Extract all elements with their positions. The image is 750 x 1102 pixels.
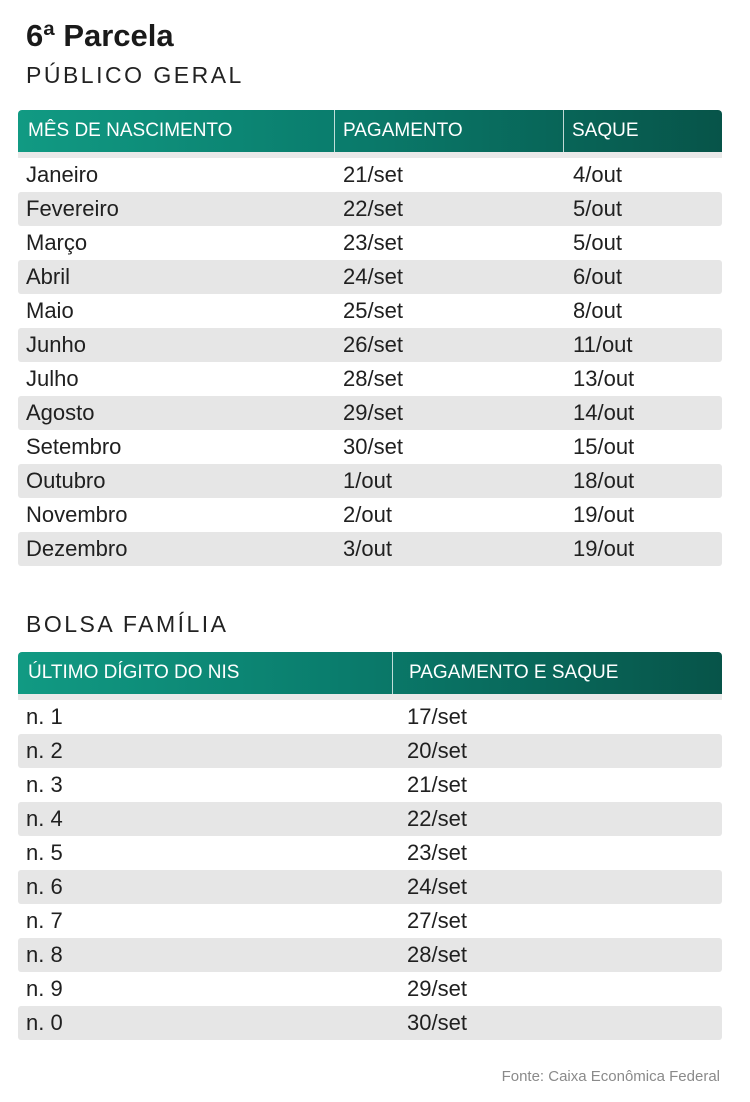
table-cell: Junho xyxy=(26,332,86,357)
table-cell: Março xyxy=(26,230,88,255)
table-cell: 29/set xyxy=(343,400,403,425)
table-cell: Janeiro xyxy=(26,162,99,187)
table-row xyxy=(18,734,722,768)
table-row xyxy=(18,430,722,464)
table-cell: Setembro xyxy=(26,434,122,459)
table-body xyxy=(18,700,722,1040)
table-row xyxy=(18,768,722,802)
table-cell: Maio xyxy=(26,298,74,323)
table-row xyxy=(18,158,722,192)
source-credit: Fonte: Caixa Econômica Federal xyxy=(501,1068,720,1085)
table-row xyxy=(18,870,722,904)
table-cell: 17/set xyxy=(407,704,467,729)
table-cell: n. 0 xyxy=(26,1010,63,1035)
bolsa-familia-table xyxy=(18,652,722,1040)
table-header xyxy=(18,652,722,694)
table-cell: 30/set xyxy=(407,1010,467,1035)
table-cell: 19/out xyxy=(573,536,635,561)
table-cell: 5/out xyxy=(573,230,622,255)
column-header-nis: ÚLTIMO DÍGITO DO NIS xyxy=(28,662,240,683)
table-cell: 23/set xyxy=(407,840,467,865)
table-row xyxy=(18,904,722,938)
table-cell: Agosto xyxy=(26,400,95,425)
table-cell: n. 3 xyxy=(26,772,63,797)
table-cell: n. 4 xyxy=(26,806,63,831)
page-title: 6ª Parcela xyxy=(26,18,174,53)
table-row xyxy=(18,294,722,328)
table-row xyxy=(18,260,722,294)
section-title-publico-geral: PÚBLICO GERAL xyxy=(26,62,244,88)
table-cell: n. 7 xyxy=(26,908,63,933)
table-cell: 29/set xyxy=(407,976,467,1001)
table-cell: n. 5 xyxy=(26,840,63,865)
table-row xyxy=(18,396,722,430)
table-cell: 4/out xyxy=(573,162,622,187)
table-cell: 1/out xyxy=(343,468,392,493)
table-row xyxy=(18,362,722,396)
table-row xyxy=(18,464,722,498)
table-cell: 30/set xyxy=(343,434,403,459)
table-body xyxy=(18,158,722,566)
table-row xyxy=(18,328,722,362)
table-row xyxy=(18,700,722,734)
table-cell: Outubro xyxy=(26,468,106,493)
table-cell: 26/set xyxy=(343,332,403,357)
table-cell: 11/out xyxy=(573,332,633,357)
table-cell: 2/out xyxy=(343,502,392,527)
table-cell: Julho xyxy=(26,366,79,391)
table-header xyxy=(18,110,722,152)
table-cell: 22/set xyxy=(407,806,467,831)
table-cell: 19/out xyxy=(573,502,635,527)
table-row xyxy=(18,938,722,972)
table-row xyxy=(18,802,722,836)
table-cell: n. 6 xyxy=(26,874,63,899)
column-header-pagamento: PAGAMENTO xyxy=(334,110,563,152)
table-row xyxy=(18,836,722,870)
table-cell: 25/set xyxy=(343,298,403,323)
table-cell: 5/out xyxy=(573,196,622,221)
table-cell: Fevereiro xyxy=(26,196,119,221)
table-cell: 18/out xyxy=(573,468,635,493)
table-row xyxy=(18,972,722,1006)
column-header-pagamento-saque: PAGAMENTO E SAQUE xyxy=(392,652,722,694)
table-cell: 13/out xyxy=(573,366,635,391)
table-cell: 3/out xyxy=(343,536,392,561)
table-cell: n. 2 xyxy=(26,738,63,763)
table-row xyxy=(18,226,722,260)
table-cell: 21/set xyxy=(343,162,403,187)
table-cell: 21/set xyxy=(407,772,467,797)
table-cell: Abril xyxy=(26,264,71,289)
table-cell: n. 1 xyxy=(26,704,63,729)
table-cell: Novembro xyxy=(26,502,128,527)
table-cell: n. 9 xyxy=(26,976,63,1001)
table-cell: 6/out xyxy=(573,264,622,289)
table-cell: 22/set xyxy=(343,196,403,221)
table-cell: 8/out xyxy=(573,298,622,323)
table-row xyxy=(18,192,722,226)
table-cell: 14/out xyxy=(573,400,635,425)
table-cell: 24/set xyxy=(343,264,403,289)
table-cell: 23/set xyxy=(343,230,403,255)
table-row xyxy=(18,498,722,532)
table-cell: 28/set xyxy=(343,366,403,391)
table-cell: 27/set xyxy=(407,908,467,933)
table-cell: n. 8 xyxy=(26,942,63,967)
table-cell: 15/out xyxy=(573,434,635,459)
table-cell: 20/set xyxy=(407,738,467,763)
table-cell: 28/set xyxy=(407,942,467,967)
section-title-bolsa-familia: BOLSA FAMÍLIA xyxy=(26,611,229,637)
table-cell: 24/set xyxy=(407,874,467,899)
table-cell: Dezembro xyxy=(26,536,128,561)
column-header-saque: SAQUE xyxy=(563,110,722,152)
table-row xyxy=(18,532,722,566)
table-row xyxy=(18,1006,722,1040)
publico-geral-table xyxy=(18,110,722,566)
column-header-mes: MÊS DE NASCIMENTO xyxy=(28,120,233,141)
